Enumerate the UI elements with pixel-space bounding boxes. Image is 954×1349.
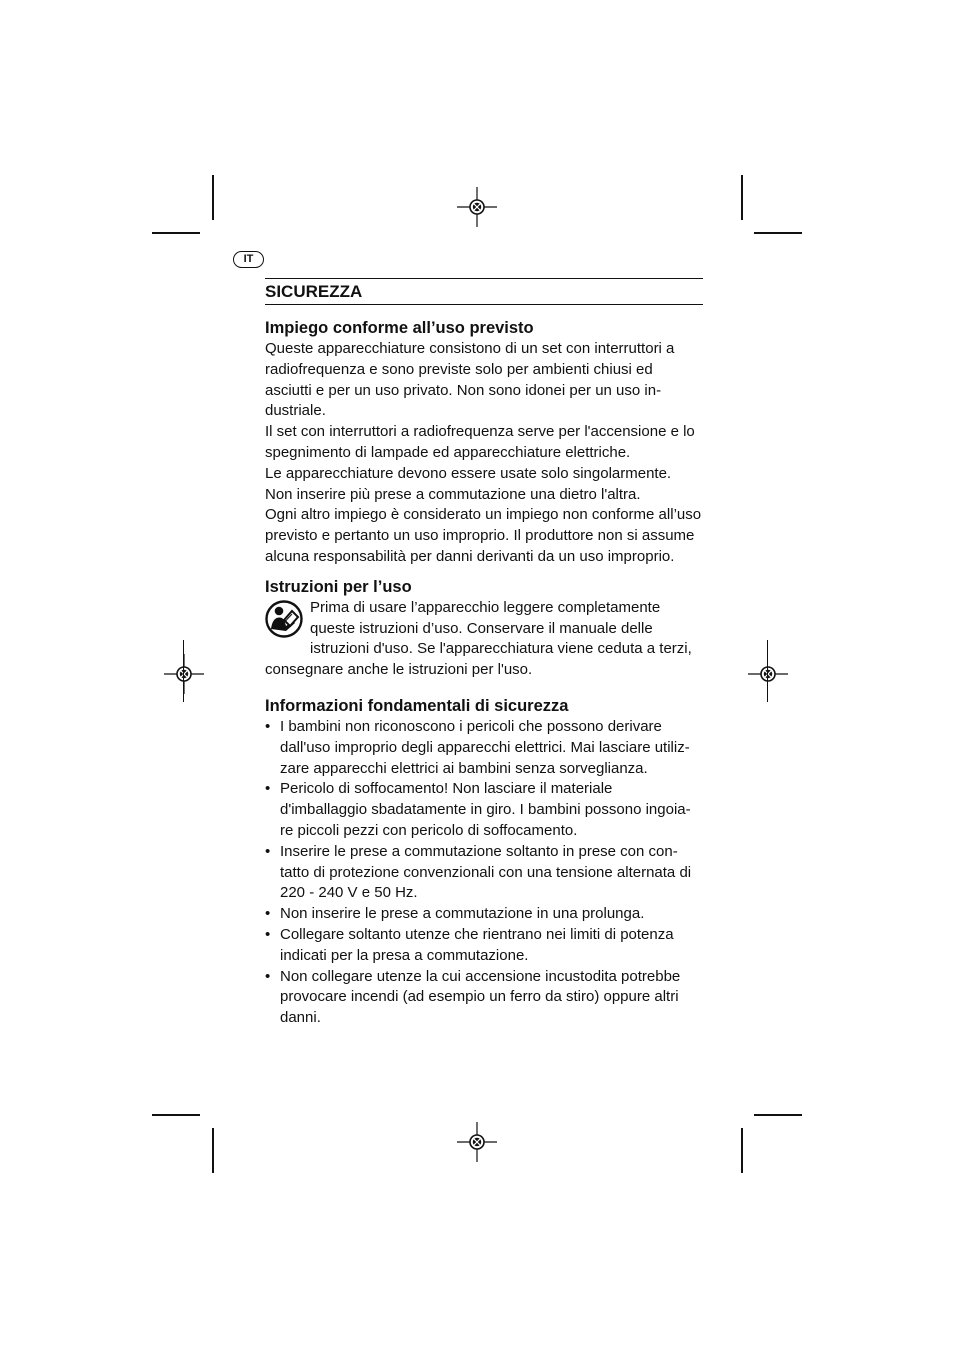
- heading-intended-use: Impiego conforme all’uso previsto: [265, 319, 534, 337]
- instructions-line: istruzioni d'uso. Se l'apparecchiatura viene ceduta a terzi,: [310, 640, 692, 658]
- instructions-block: [265, 598, 703, 681]
- list-item: • I bambini non riconoscono i pericoli che possono derivare dall'uso improprio degli apparecchi elettrici. Mai lasciare utiliz-zare apparecchi elettrici ai bambini senza sorveglianza.: [265, 717, 703, 779]
- crop-mark: [754, 232, 802, 234]
- list-item: • Non inserire le prese a commutazione in una prolunga.: [265, 904, 703, 925]
- crop-mark: [212, 175, 214, 220]
- list-item: • Collegare soltanto utenze che rientrano nei limiti di potenza indicati per la presa a commutazione.: [265, 925, 703, 967]
- section-title: SICUREZZA: [265, 282, 363, 301]
- crop-mark: [741, 175, 743, 220]
- language-tag: IT: [233, 251, 264, 268]
- paragraph: Non inserire più prese a commutazione una dietro l'altra.: [265, 485, 641, 503]
- list-item: • Inserire le prese a commutazione soltanto in prese con con-tatto di protezione convenzionali con una tensione alternata di 220 - 240 V e 50 Hz.: [265, 842, 703, 904]
- paragraph: Il set con interruttori a radiofrequenza serve per l'accensione e lo spegnimento di lampade ed apparecchiature elettriche.: [265, 423, 695, 461]
- instructions-line: consegnare anche le istruzioni per l'uso.: [265, 661, 533, 679]
- paragraph: Ogni altro impiego è considerato un impiego non conforme all’uso previsto e pertanto un uso improprio. Il produttore non si assume alcuna responsabilità per danni derivanti da un uso improprio.: [265, 506, 702, 565]
- list-item: • Non collegare utenze la cui accensione incustodita potrebbe provocare incendi (ad esempio un ferro da stiro) oppure altri danni.: [265, 967, 703, 1029]
- intended-use-text: [265, 339, 703, 568]
- registration-mark-icon: [457, 1122, 497, 1162]
- paragraph: Queste apparecchiature consistono di un set con interruttori a radiofrequenza e sono previste solo per ambienti chiusi ed asciutti e per un uso privato. Non sono idonei per un uso in-dustriale.: [265, 340, 675, 420]
- crop-mark: [754, 1114, 802, 1116]
- crop-mark: [152, 232, 200, 234]
- instructions-line: queste istruzioni d’uso. Conservare il manuale delle: [310, 619, 653, 637]
- read-manual-icon: [265, 600, 303, 638]
- instructions-line: Prima di usare l’apparecchio leggere completamente: [310, 598, 661, 616]
- crop-mark: [212, 1128, 214, 1173]
- paragraph: Le apparecchiature devono essere usate solo singolarmente.: [265, 464, 672, 482]
- crop-mark: [741, 1128, 743, 1173]
- heading-safety: Informazioni fondamentali di sicurezza: [265, 696, 569, 715]
- crop-mark: [183, 640, 184, 702]
- safety-list: [265, 717, 703, 1029]
- page-content: [265, 278, 703, 1029]
- section-rule-top: [265, 278, 703, 279]
- crop-mark: [767, 640, 768, 702]
- crop-mark: [152, 1114, 200, 1116]
- list-item: • Pericolo di soffocamento! Non lasciare il materiale d'imballaggio sbadatamente in giro. I bambini possono ingoia-re piccoli pezzi con pericolo di soffocamento.: [265, 779, 703, 841]
- registration-mark-icon: [457, 187, 497, 227]
- heading-instructions: Istruzioni per l’uso: [265, 577, 412, 596]
